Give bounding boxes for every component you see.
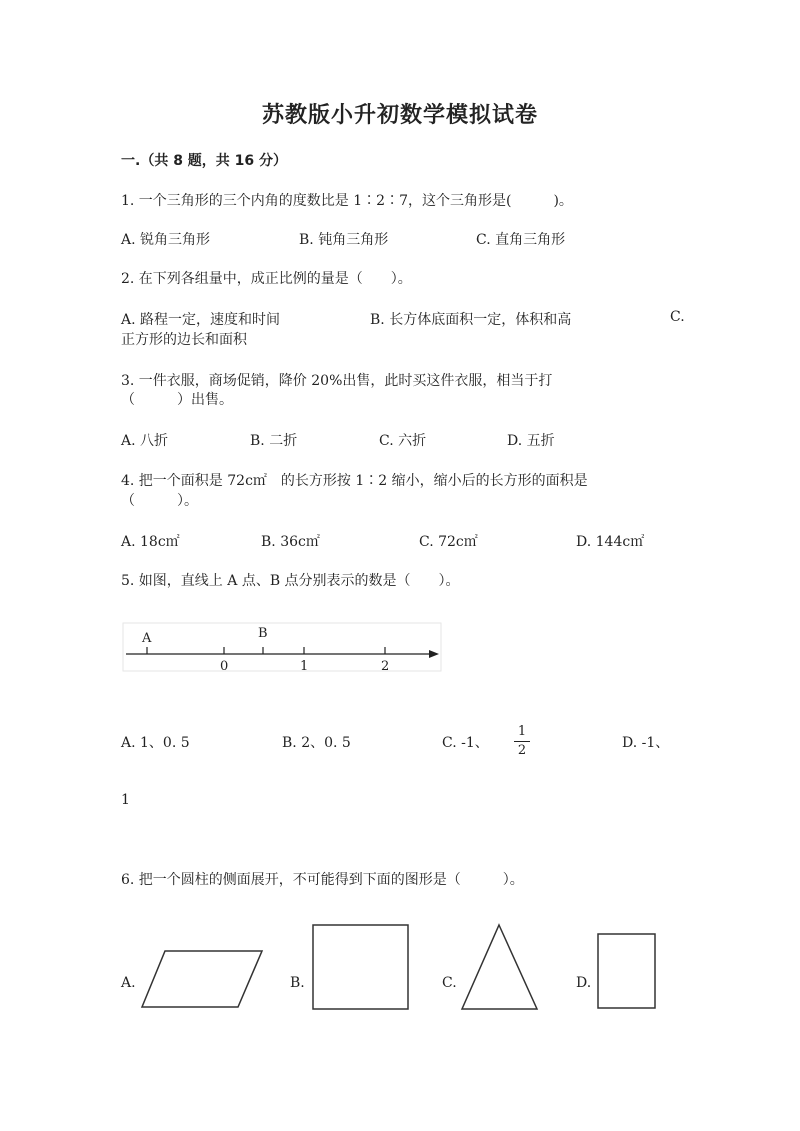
- q2-option-c-text: 正方形的边长和面积: [121, 332, 247, 348]
- number-line-figure: [120, 622, 446, 674]
- q5-option-c[interactable]: C. -1、: [442, 735, 489, 751]
- question-2: 2. 在下列各组量中，成正比例的量是（ ）。: [121, 271, 412, 287]
- rectangle-shape: [596, 932, 658, 1010]
- q1-option-c[interactable]: C. 直角三角形: [476, 232, 566, 248]
- q4-option-c[interactable]: C. 72c㎡: [419, 534, 478, 550]
- point-label-b: B: [258, 626, 268, 641]
- fraction-numerator: 1: [517, 724, 527, 739]
- q3-option-a[interactable]: A. 八折: [121, 433, 169, 449]
- q5-option-d-continued: 1: [121, 792, 130, 808]
- page-title: 苏教版小升初数学模拟试卷: [261, 103, 538, 128]
- fraction-denominator: 2: [517, 743, 527, 758]
- fraction-one-half: [514, 724, 530, 759]
- fraction-bar: [514, 741, 530, 742]
- q2-option-b[interactable]: B. 长方体底面积一定，体积和高: [370, 312, 572, 328]
- q4-option-d[interactable]: D. 144c㎡: [576, 534, 645, 550]
- section-heading: 一.（共 8 题，共 16 分）: [121, 153, 288, 169]
- tick-label-0: 0: [220, 659, 229, 674]
- question-6: 6. 把一个圆柱的侧面展开，不可能得到下面的图形是（ ）。: [121, 872, 524, 888]
- q3-option-c[interactable]: C. 六折: [379, 433, 427, 449]
- q6-option-d[interactable]: D.: [576, 975, 592, 991]
- question-3-line-2: （ ）出售。: [121, 392, 233, 408]
- q4-option-b[interactable]: B. 36c㎡: [261, 534, 320, 550]
- q4-option-a[interactable]: A. 18c㎡: [121, 534, 180, 550]
- figure-frame: [123, 623, 441, 671]
- q6-option-a[interactable]: A.: [121, 975, 136, 991]
- q5-option-b[interactable]: B. 2、0. 5: [282, 735, 351, 751]
- parallelogram-shape: [140, 948, 266, 1010]
- point-label-a: A: [142, 631, 152, 646]
- q6-option-c[interactable]: C.: [442, 975, 457, 991]
- square-shape: [311, 923, 411, 1011]
- question-4-line-1: 4. 把一个面积是 72c㎡ 的长方形按 1∶2 缩小，缩小后的长方形的面积是: [121, 473, 588, 489]
- q2-option-a[interactable]: A. 路程一定，速度和时间: [121, 312, 281, 328]
- q3-option-b[interactable]: B. 二折: [250, 433, 298, 449]
- q2-option-c[interactable]: C.: [670, 309, 685, 325]
- q1-option-a[interactable]: A. 锐角三角形: [121, 232, 211, 248]
- q3-option-d[interactable]: D. 五折: [507, 433, 555, 449]
- question-4-line-2: （ ）。: [121, 493, 198, 509]
- tick-label-2: 2: [381, 659, 390, 674]
- question-1: 1. 一个三角形的三个内角的度数比是 1∶2∶7，这个三角形是( )。: [121, 193, 573, 209]
- q5-option-a[interactable]: A. 1、0. 5: [121, 735, 190, 751]
- question-3-line-1: 3. 一件衣服，商场促销，降价 20%出售，此时买这件衣服，相当于打: [121, 373, 553, 389]
- q5-option-d[interactable]: D. -1、: [622, 735, 670, 751]
- q6-option-b[interactable]: B.: [290, 975, 305, 991]
- q1-option-b[interactable]: B. 钝角三角形: [299, 232, 389, 248]
- tick-label-1: 1: [300, 659, 309, 674]
- question-5: 5. 如图，直线上 A 点、B 点分别表示的数是（ ）。: [121, 573, 460, 589]
- triangle-shape: [460, 922, 540, 1012]
